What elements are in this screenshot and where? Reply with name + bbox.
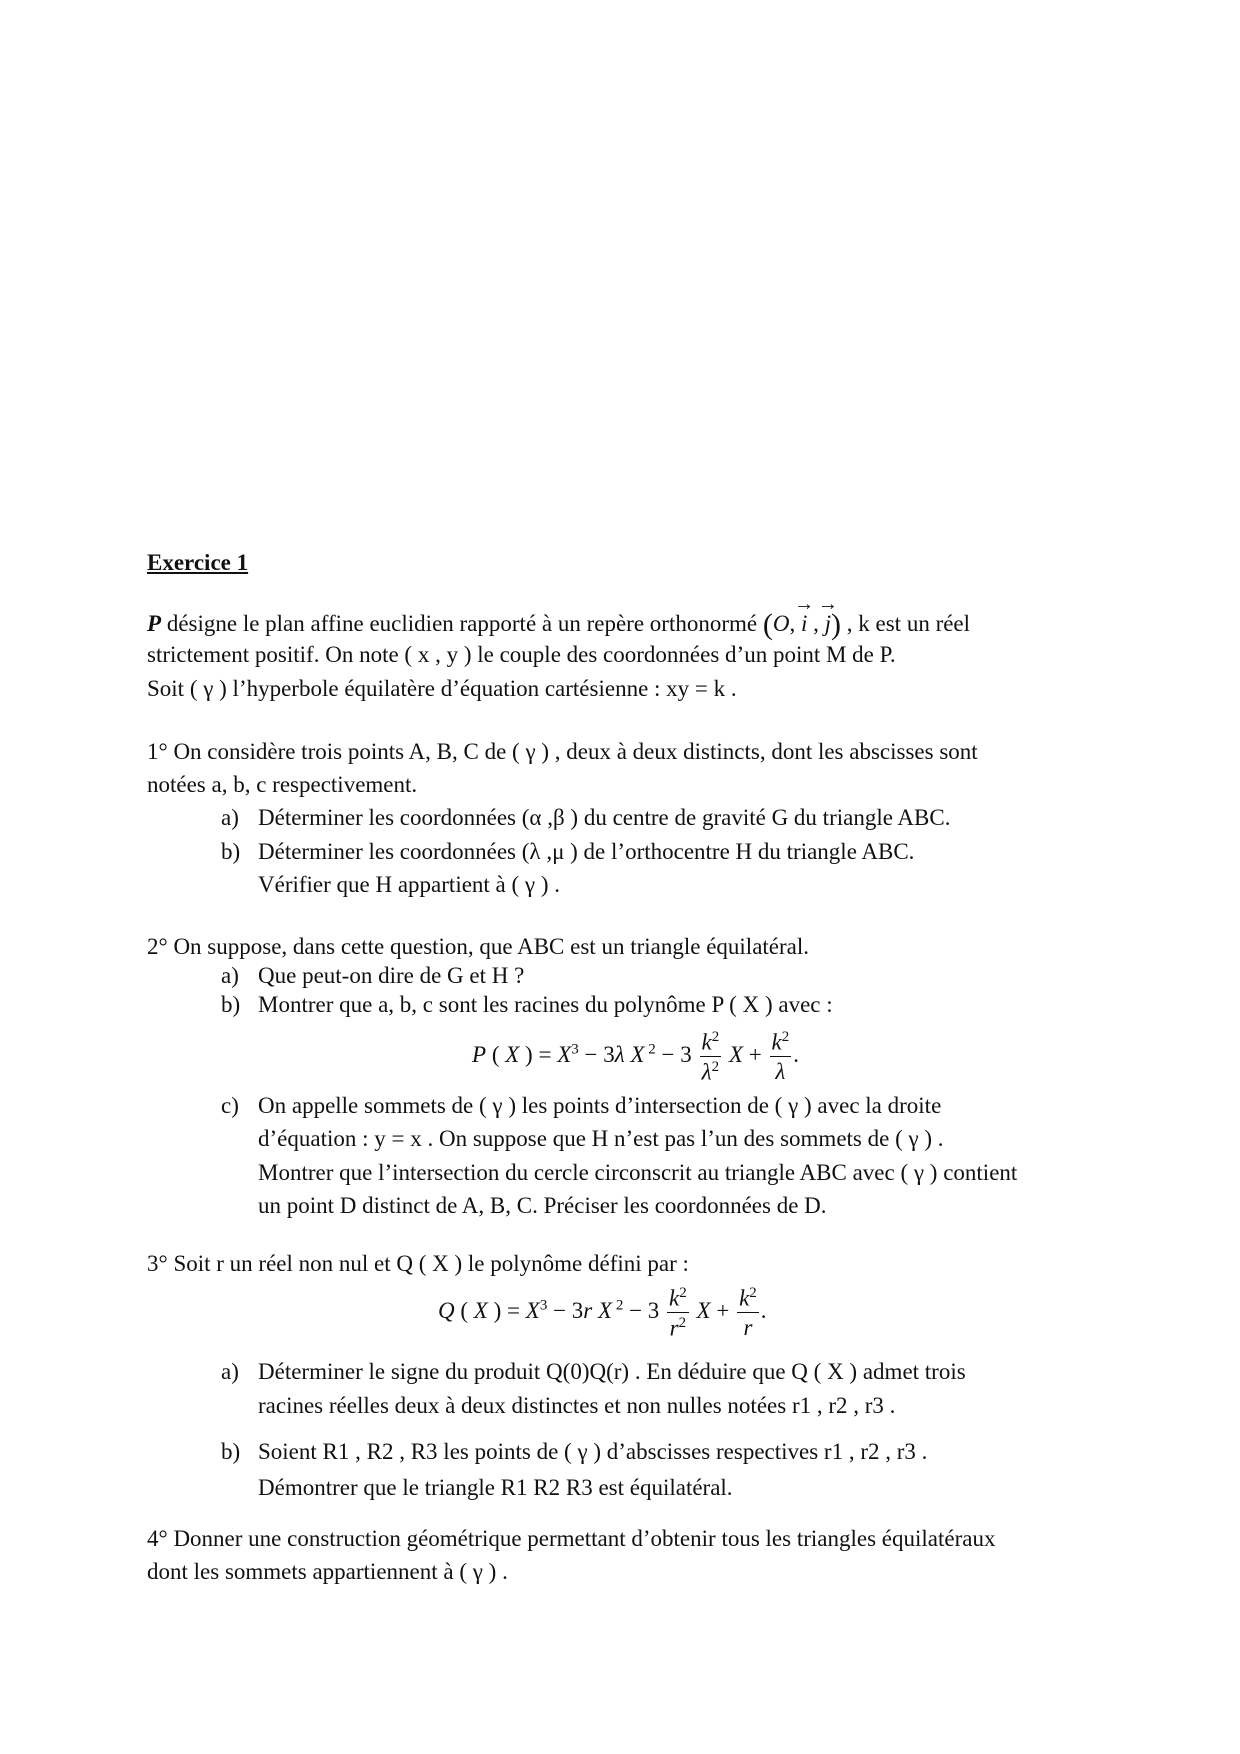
q2-c-4: un point D distinct de A, B, C. Préciser les coordonnées de D. (258, 1193, 827, 1218)
q3-a-label: a) (221, 1359, 239, 1384)
intro-line-1 (147, 610, 970, 640)
q2-a: Que peut-on dire de G et H ? (258, 963, 525, 988)
q3-a-1: Déterminer le signe du produit Q(0)Q(r) . En déduire que Q ( X ) admet trois (258, 1359, 966, 1384)
equation-p: P ( X ) = $X^3 - 3\lambda$ X $^2$ − 3 $\frac{k^2}{\lambda^2}$ X + $\frac{k^2}{\lambda}$ . (472, 1029, 799, 1085)
q2-a-label: a) (221, 963, 239, 988)
q2-c-3: Montrer que l’intersection du cercle circonscrit au triangle ABC avec ( γ ) contient (258, 1160, 1018, 1185)
q1-b-2: Vérifier que H appartient à ( γ ) . (258, 872, 560, 897)
intro-line-1-text: désigne le plan affine euclidien rapporté à un repère orthonormé (166, 611, 758, 636)
q3-b-1: Soient R1 , R2 , R3 les points de ( γ ) d’abscisses respectives r1 , r2 , r3 . (258, 1439, 928, 1464)
q4-line-2: dont les sommets appartiennent à ( γ ) . (147, 1559, 508, 1584)
q1-a-label: a) (221, 805, 239, 830)
q1-b-label: b) (221, 839, 241, 864)
q1-line-2: notées a, b, c respectivement. (147, 772, 418, 797)
intro-line-3: Soit ( γ ) l’hyperbole équilatère d’équation cartésienne : xy = k . (147, 676, 737, 701)
equation-q: Q ( X ) = $X^3 - 3r$ X $^2$ − 3 $\frac{k^2}{r^2}$ X + $\frac{k^2}{r}$ . (438, 1285, 767, 1341)
q2-c-label: c) (221, 1093, 239, 1118)
q3-b-2: Démontrer que le triangle R1 R2 R3 est équilatéral. (258, 1475, 733, 1500)
q2-line-1: 2° On suppose, dans cette question, que ABC est un triangle équilatéral. (147, 934, 810, 959)
intro-line-1-tail: , k est un réel (846, 611, 971, 636)
q4-line-1: 4° Donner une construction géométrique permettant d’obtenir tous les triangles équilatéraux (147, 1526, 996, 1551)
frame-notation: (O, → i , → j) (763, 611, 841, 636)
q1-a: Déterminer les coordonnées (α ,β ) du centre de gravité G du triangle ABC. (258, 805, 951, 830)
exercise-title: Exercice 1 (147, 550, 249, 575)
q2-b-label: b) (221, 992, 241, 1017)
q1-line-1: 1° On considère trois points A, B, C de ( γ ) , deux à deux distincts, dont les abscisses sont (147, 739, 978, 764)
q2-c-2: d’équation : y = x . On suppose que H n’est pas l’un des sommets de ( γ ) . (258, 1126, 944, 1151)
q2-b: Montrer que a, b, c sont les racines du polynôme P ( X ) avec : (258, 992, 833, 1017)
q2-c-1: On appelle sommets de ( γ ) les points d’intersection de ( γ ) avec la droite (258, 1093, 942, 1118)
q3-a-2: racines réelles deux à deux distinctes et non nulles notées r1 , r2 , r3 . (258, 1393, 896, 1418)
intro-line-2: strictement positif. On note ( x , y ) le couple des coordonnées d’un point M de P. (147, 642, 896, 667)
q1-b-1: Déterminer les coordonnées (λ ,μ ) de l’orthocentre H du triangle ABC. (258, 839, 915, 864)
plane-letter: P (147, 611, 162, 636)
q3-b-label: b) (221, 1439, 241, 1464)
q3-line-1: 3° Soit r un réel non nul et Q ( X ) le polynôme défini par : (147, 1251, 689, 1276)
